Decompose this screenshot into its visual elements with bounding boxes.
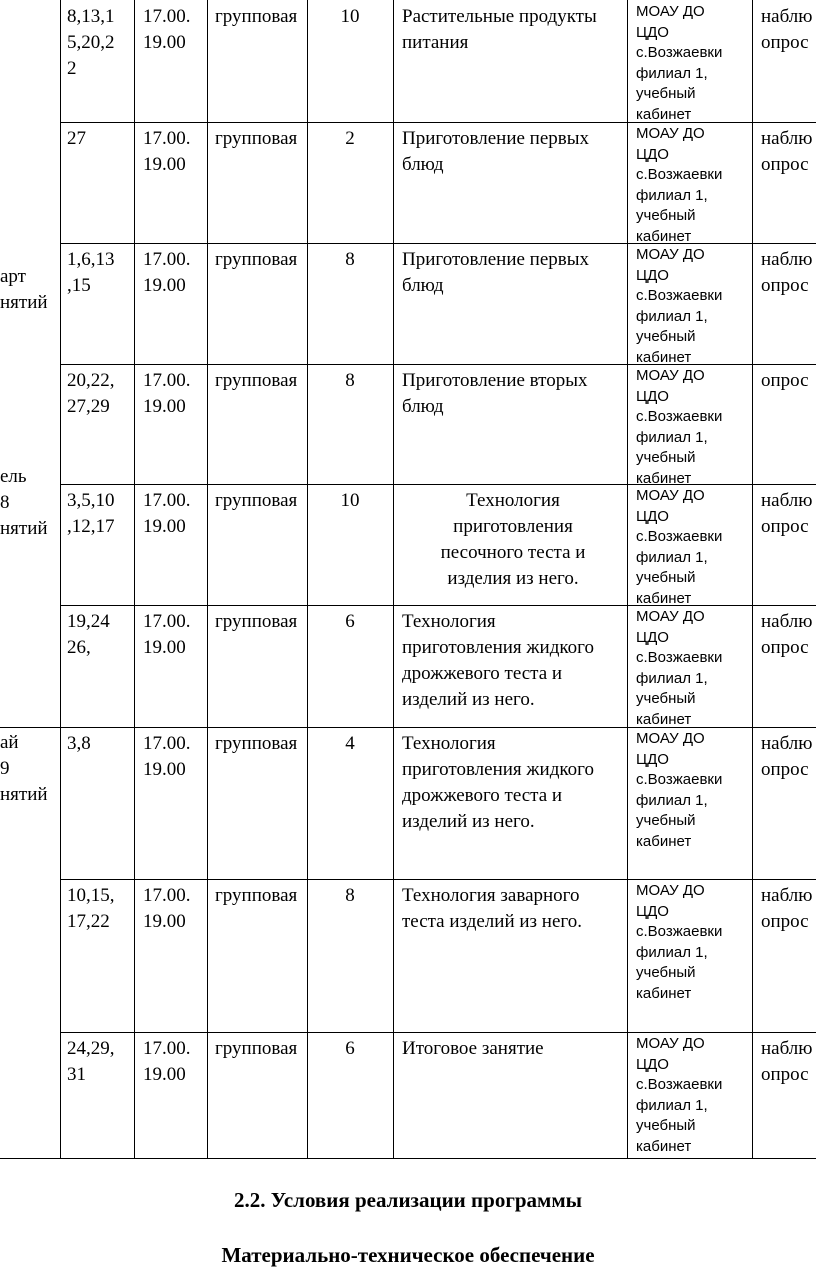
time-cell: 17.00. 19.00 [143,128,191,175]
place-cell: МОАУ ДО ЦДО с.Возжаевки филиал 1, учебный кабинет [636,730,723,850]
column-divider [207,0,208,1159]
column-divider [752,0,753,1159]
control-cell: опрос [761,370,809,391]
time-cell: 17.00. 19.00 [143,370,191,417]
row-divider [60,879,816,880]
control-cell: наблю опрос [761,490,813,537]
time-cell: 17.00. 19.00 [143,490,191,537]
topic-cell: Технология приготовления жидкого дрожжевого теста и изделий из него. [402,733,594,832]
row-divider [0,727,60,728]
month-label-may: ай 9 нятий [0,732,48,805]
place-cell: МОАУ ДО ЦДО с.Возжаевки филиал 1, учебный кабинет [636,125,723,245]
control-cell: наблю опрос [761,885,813,932]
topic-cell: Приготовление первых блюд [402,249,590,296]
hours-cell: 6 [345,611,355,632]
form-cell: групповая [215,885,298,906]
column-divider [307,0,308,1159]
hours-cell: 8 [345,370,355,391]
form-cell: групповая [215,611,298,632]
topic-cell: Технология приготовления песочного теста и изделия из него. [440,490,586,589]
place-cell: МОАУ ДО ЦДО с.Возжаевки филиал 1, учебный кабинет [636,882,723,1002]
hours-cell: 10 [340,490,360,511]
dates-cell: 3,5,10 ,12,17 [67,490,115,537]
form-cell: групповая [215,733,298,754]
hours-cell: 4 [345,733,355,754]
place-cell: МОАУ ДО ЦДО с.Возжаевки филиал 1, учебный кабинет [636,487,723,607]
place-cell: МОАУ ДО ЦДО с.Возжаевки филиал 1, учебный кабинет [636,1035,723,1155]
hours-cell: 8 [345,885,355,906]
topic-cell: Приготовление первых блюд [402,128,590,175]
form-cell: групповая [215,370,298,391]
time-cell: 17.00. 19.00 [143,611,191,658]
month-label-march: арт нятий [0,266,48,313]
hours-cell: 10 [340,6,360,27]
dates-cell: 8,13,1 5,20,2 2 [67,6,115,79]
subsection-heading: Материально-техническое обеспечение [221,1243,595,1267]
dates-cell: 24,29, 31 [67,1038,115,1085]
hours-cell: 6 [345,1038,355,1059]
control-cell: наблю опрос [761,249,813,296]
time-cell: 17.00. 19.00 [143,1038,191,1085]
column-divider [393,0,394,1159]
control-cell: наблю опрос [761,1038,813,1085]
topic-cell: Приготовление вторых блюд [402,370,588,417]
form-cell: групповая [215,128,298,149]
control-cell: наблю опрос [761,733,813,780]
dates-cell: 20,22, 27,29 [67,370,115,417]
hours-cell: 8 [345,249,355,270]
row-divider [60,1158,816,1159]
dates-cell: 1,6,13 ,15 [67,249,115,296]
control-cell: наблю опрос [761,611,813,658]
hours-cell: 2 [345,128,355,149]
time-cell: 17.00. 19.00 [143,249,191,296]
dates-cell: 27 [67,128,86,149]
control-cell: наблю опрос [761,128,813,175]
dates-cell: 3,8 [67,733,91,754]
topic-cell: Растительные продукты питания [402,6,597,53]
place-cell: МОАУ ДО ЦДО с.Возжаевки филиал 1, учебный кабинет [636,608,723,728]
row-divider [0,1158,60,1159]
form-cell: групповая [215,6,298,27]
section-heading: 2.2. Условия реализации программы [233,1188,583,1212]
form-cell: групповая [215,1038,298,1059]
time-cell: 17.00. 19.00 [143,885,191,932]
topic-cell: Технология заварного теста изделий из него. [402,885,582,932]
dates-cell: 19,24 26, [67,611,110,658]
month-label-april: ель 8 нятий [0,466,48,539]
dates-cell: 10,15, 17,22 [67,885,115,932]
time-cell: 17.00. 19.00 [143,733,191,780]
time-cell: 17.00. 19.00 [143,6,191,53]
form-cell: групповая [215,490,298,511]
place-cell: МОАУ ДО ЦДО с.Возжаевки филиал 1, учебный кабинет [636,246,723,366]
topic-cell: Технология приготовления жидкого дрожжевого теста и изделий из него. [402,611,594,710]
place-cell: МОАУ ДО ЦДО с.Возжаевки филиал 1, учебный кабинет [636,3,723,123]
topic-cell: Итоговое занятие [402,1038,544,1059]
form-cell: групповая [215,249,298,270]
column-divider [134,0,135,1159]
control-cell: наблю опрос [761,6,813,53]
column-divider [60,0,61,1159]
column-divider [627,0,628,1159]
row-divider [60,1032,816,1033]
place-cell: МОАУ ДО ЦДО с.Возжаевки филиал 1, учебный кабинет [636,367,723,487]
